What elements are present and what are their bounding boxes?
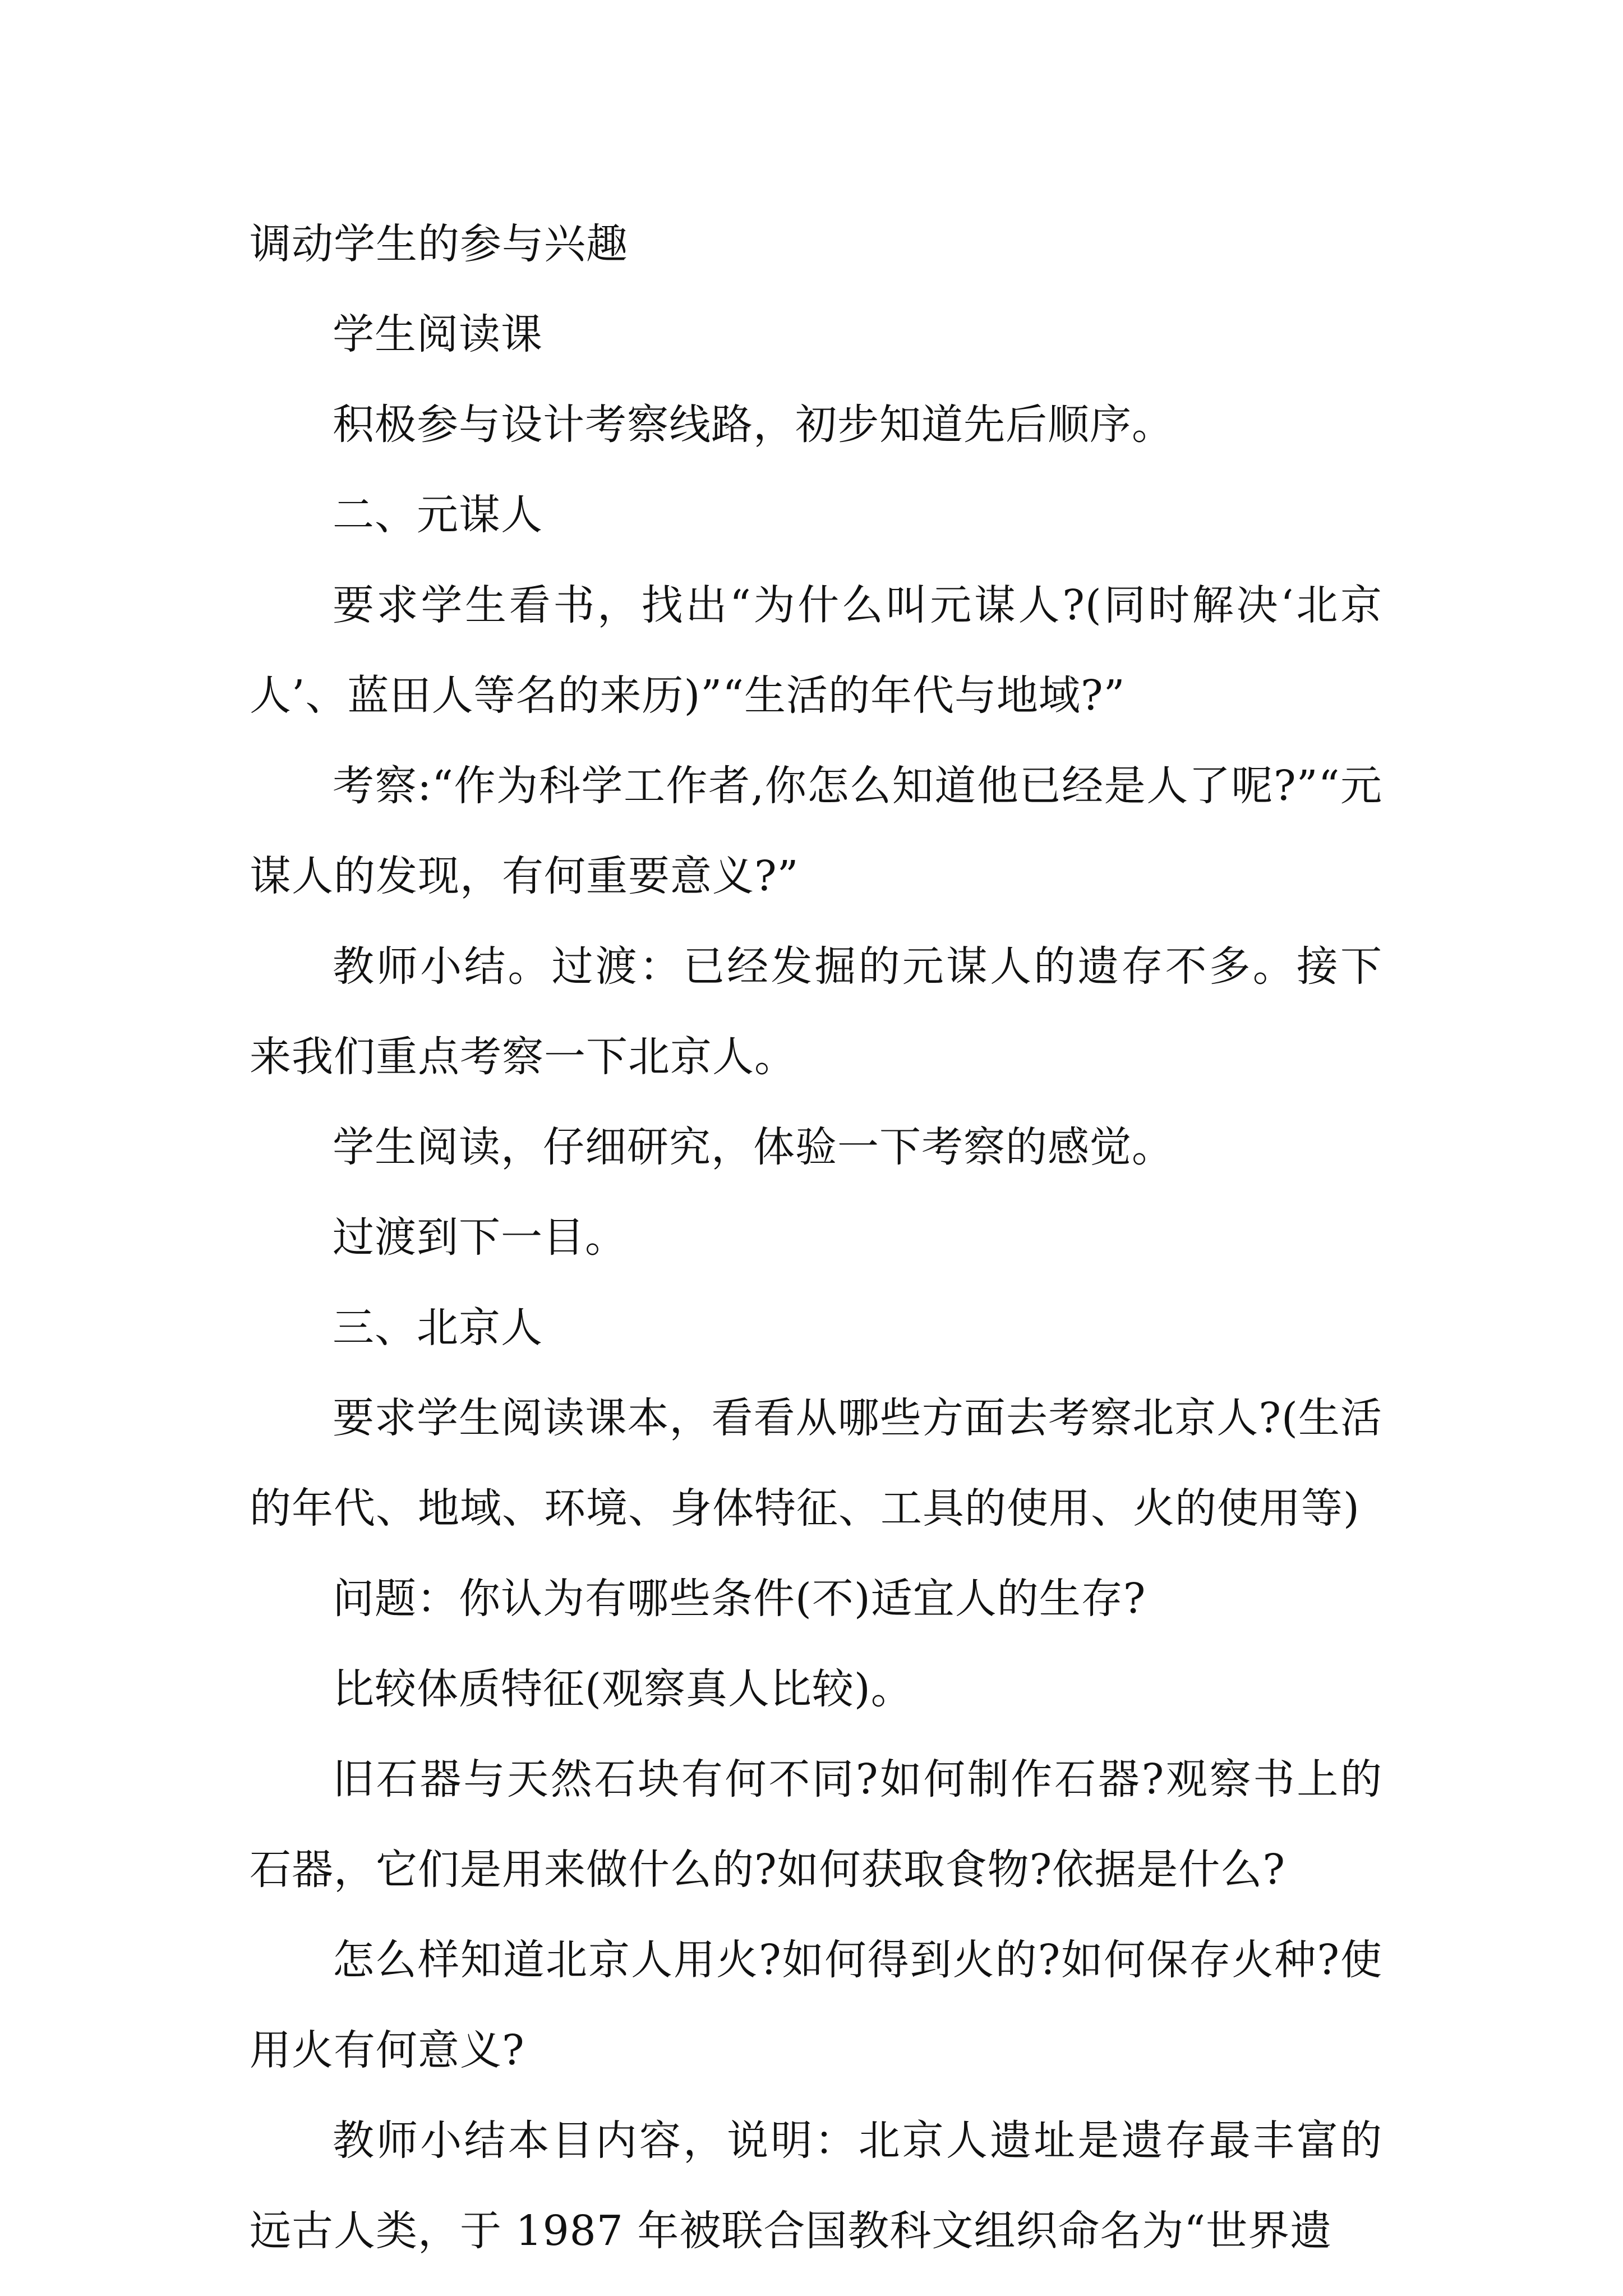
- paragraph: 怎么样知道北京人用火?如何得到火的?如何保存火种?使用火有何意义?: [250, 1936, 1382, 2074]
- paragraph: 问题：你认为有哪些条件(不)适宜人的生存?: [333, 1575, 1146, 1623]
- paragraph: 教师小结。过渡：已经发掘的元谋人的遗存不多。接下来我们重点考察一下北京人。: [250, 942, 1382, 1081]
- paragraph: 教师小结本目内容，说明：北京人遗址是遗存最丰富的远古人类，于 1987 年被联合国教科文组织命名为“世界遗: [250, 2116, 1382, 2255]
- section-heading: 三、北京人: [333, 1304, 543, 1352]
- paragraph: 学生阅读课: [333, 310, 543, 358]
- body-text: [250, 199, 1382, 2276]
- paragraph: 调动学生的参与兴趣: [250, 220, 628, 268]
- paragraph: 学生阅读，仔细研究，体验一下考察的感觉。: [333, 1123, 1174, 1171]
- paragraph: 旧石器与天然石块有何不同?如何制作石器?观察书上的石器，它们是用来做什么的?如何获取食物?依据是什么?: [250, 1755, 1382, 1894]
- paragraph: 积极参与设计考察线路，初步知道先后顺序。: [333, 401, 1174, 449]
- paragraph: 要求学生阅读课本，看看从哪些方面去考察北京人?(生活的年代、地域、环境、身体特征、工具的使用、火的使用等): [250, 1394, 1382, 1533]
- paragraph: 过渡到下一目。: [333, 1213, 627, 1262]
- paragraph: 要求学生看书，找出“为什么叫元谋人?(同时解决‘北京人’、蓝田人等名的来历)”“生活的年代与地域?”: [250, 581, 1382, 720]
- paragraph: 考察:“作为科学工作者,你怎么知道他已经是人了呢?”“元谋人的发现，有何重要意义?”: [250, 762, 1382, 900]
- paragraph: 比较体质特征(观察真人比较)。: [333, 1665, 913, 1713]
- section-heading: 二、元谋人: [333, 491, 543, 539]
